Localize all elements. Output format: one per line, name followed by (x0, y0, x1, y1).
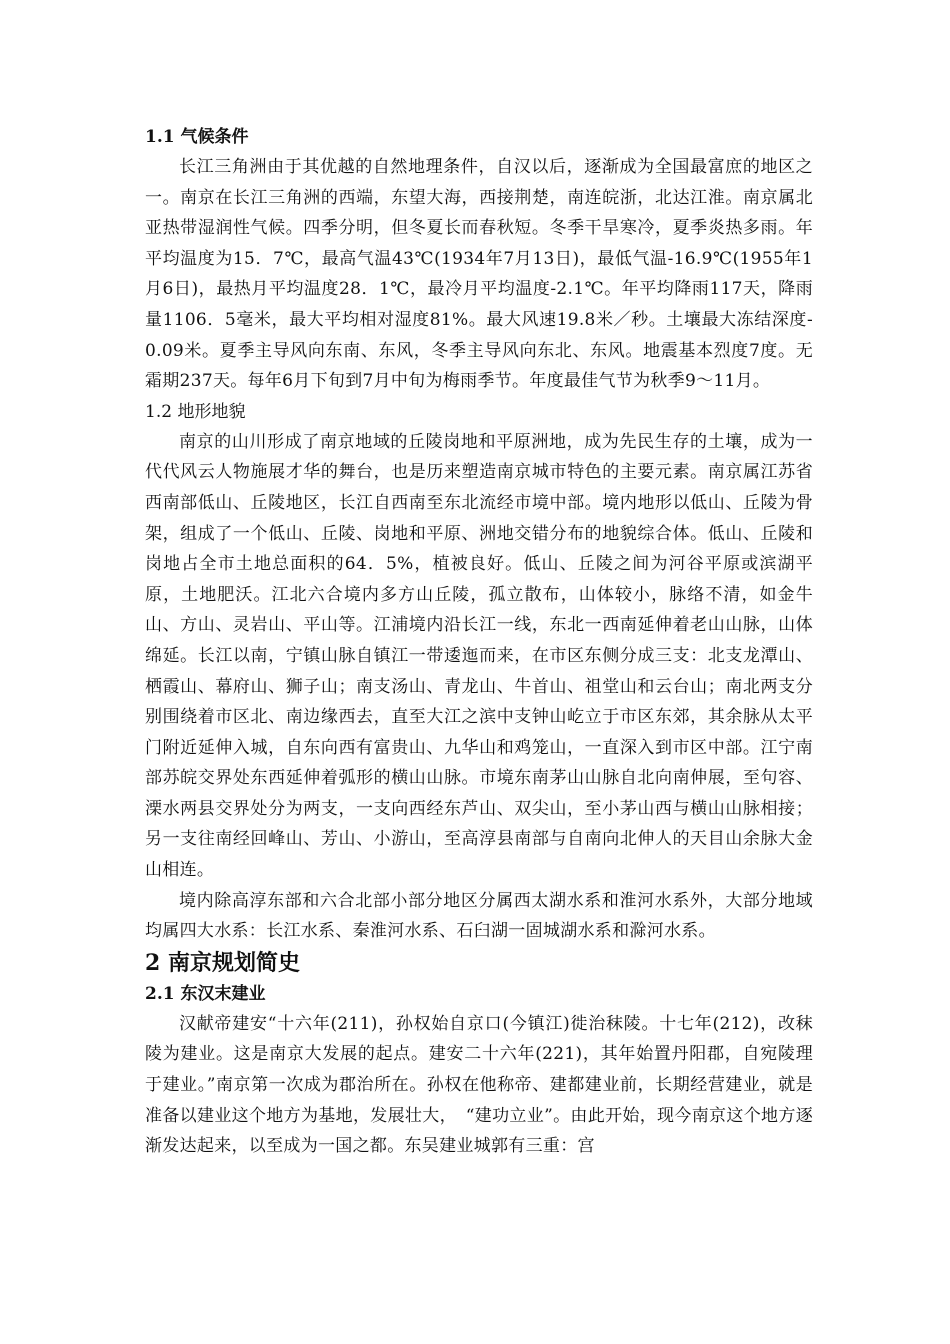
paragraph-jianye: 汉献帝建安“十六年(211)，孙权始自京口(今镇江)徙治秣陵。十七年(212)，改秣陵为建业。这是南京大发展的起点。建安二十六年(221)，其年始置丹阳郡，自宛陵理于建业。”南京第一次成为郡治所在。孙权在他称帝、建都建业前，长期经营建业，就是准备以建业这个地方为基地，发展壮大， “建功立业”。由此开始，现今南京这个地方逐渐发达起来，以至成为一国之都。东吴建业城郭有三重：宫 (145, 1013, 813, 1157)
document-page (145, 122, 813, 1162)
paragraph-terrain-mountains: 南京的山川形成了南京地域的丘陵岗地和平原洲地，成为先民生存的土壤，成为一代代风云人物施展才华的舞台，也是历来塑造南京城市特色的主要元素。南京属江苏省西南部低山、丘陵地区，长江自西南至东北流经市境中部。境内地形以低山、丘陵为骨架，组成了一个低山、丘陵、岗地和平原、洲地交错分布的地貌综合体。低山、丘陵和岗地占全市土地总面积的64．5%，植被良好。低山、丘陵之间为河谷平原或滨湖平原，土地肥沃。江北六合境内多方山丘陵，孤立散布，山体较小，脉络不清，如金牛山、方山、灵岩山、平山等。江浦境内沿长江一线，东北一西南延伸着老山山脉，山体绵延。长江以南，宁镇山脉自镇江一带逶迤而来，在市区东侧分成三支：北支龙潭山、栖霞山、幕府山、狮子山；南支汤山、青龙山、牛首山、祖堂山和云台山；南北两支分别围绕着市区北、南边缘西去，直至大江之滨中支钟山屹立于市区东郊，其余脉从太平门附近延伸入城，自东向西有富贵山、九华山和鸡笼山，一直深入到市区中部。江宁南部苏皖交界处东西延伸着弧形的横山山脉。市境东南茅山山脉自北向南伸展，至句容、溧水两县交界处分为两支，一支向西经东芦山、双尖山，至小茅山西与横山山脉相接；另一支往南经回峰山、芳山、小游山，至高淳县南部与自南向北伸人的天目山余脉大金山相连。 (145, 431, 813, 881)
section-heading-climate: 1.1 气候条件 (145, 127, 249, 147)
chapter-heading-history: 2 南京规划简史 (145, 949, 300, 976)
paragraph-terrain-water: 境内除高淳东部和六合北部小部分地区分属西太湖水系和淮河水系外，大部分地域均属四大水系：长江水系、秦淮河水系、石臼湖一固城湖水系和滁河水系。 (145, 890, 813, 942)
paragraph-climate: 长江三角洲由于其优越的自然地理条件，自汉以后，逐渐成为全国最富庶的地区之一。南京在长江三角洲的西端，东望大海，西接荆楚，南连皖浙，北达江淮。南京属北亚热带湿润性气候。四季分明，但冬夏长而春秋短。冬季干旱寒冷，夏季炎热多雨。年平均温度为15．7℃，最高气温43℃(1934年7月13日)，最低气温-16.9℃(1955年1月6日)，最热月平均温度28．1℃，最冷月平均温度-2.1℃。年平均降雨117天，降雨量1106．5毫米，最大平均相对湿度81%。最大风速19.8米／秒。土壤最大冻结深度-0.09米。夏季主导风向东南、东风，冬季主导风向东北、东风。地震基本烈度7度。无霜期237天。每年6月下旬到7月中旬为梅雨季节。年度最佳气节为秋季9～11月。 (145, 157, 813, 392)
section-heading-jianye: 2.1 东汉末建业 (145, 983, 266, 1004)
section-heading-terrain: 1.2 地形地貌 (145, 401, 246, 422)
